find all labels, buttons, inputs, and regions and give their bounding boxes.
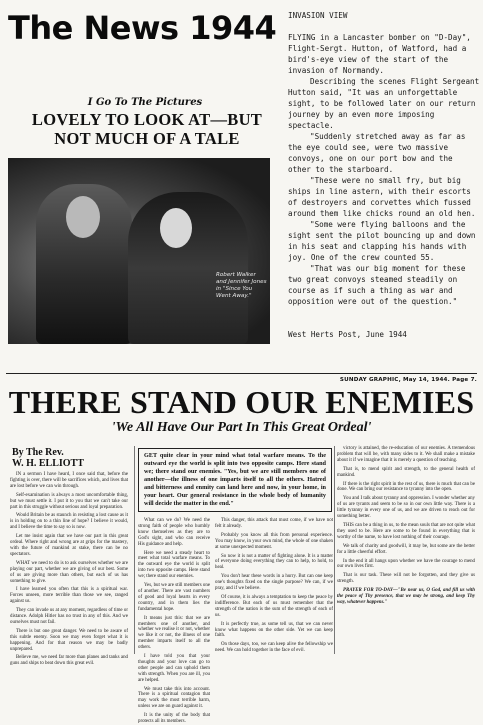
photo-face-woman	[160, 208, 192, 248]
article-column-1	[10, 472, 128, 667]
col2-paragraph: What can we do? We need the strong faith of people who humbly know themselves as they are to God's sight, and who can receive His guidance and help.	[138, 518, 210, 547]
col4-paragraph: In the end it all hangs upon whether we have the courage to mend our own lives first.	[337, 558, 475, 570]
col4-paragraph: That is, to mend spirit and strength, to the general health of mankind.	[337, 466, 475, 478]
column-rule	[134, 446, 135, 654]
col1-paragraph: They can invade us at any moment, regardless of time or distance. Adolph Hitler has no trust in any of this. And we ourselves must not fail.	[10, 608, 128, 625]
invasion-paragraph-2: Describing the scenes Flight Sergeant Hutton said, "It was an unforgettable sight, to be followed later on our return journey by an even more imposing spectacle.	[288, 77, 480, 130]
article-column-4	[337, 446, 475, 654]
film-review-kicker: I Go To The Pictures	[87, 97, 203, 108]
col3-paragraph: On those days, too, we can keep alive the fellowship we need. We can hold together in the face of evil.	[215, 642, 333, 654]
film-review-headline: LOVELY TO LOOK AT—BUT NOT MUCH OF A TALE	[31, 110, 263, 148]
col3-paragraph: Of course, it is always a temptation to keep the peace by indifference. But each of us must remember that the strength of the nation is the sum of the strength of each of us.	[215, 594, 333, 618]
invasion-source: West Herts Post, June 1944	[288, 330, 407, 339]
col3-paragraph: You don't hear these words in a hurry. But can one keep one's thoughts fixed on the single purpose? We can, if we pray, and if we believe.	[215, 574, 333, 592]
boxed-intro	[138, 448, 332, 512]
film-still-photo	[8, 158, 270, 344]
col4-paragraph: THIS can be a thing in us, to the mean souls that are not quite what they used to be. Here are some to be found in everything that is worthy of the name, to have lost nothing of their courage.	[337, 522, 475, 540]
masthead-title: The News 1944	[8, 9, 277, 47]
photo-caption: Robert Walker and Jennifer Jones in "Since You Went Away."	[216, 272, 267, 299]
col4-paragraph: We talk of charity and goodwill, it may be, but some are the better for a little cheerful effort.	[337, 543, 475, 555]
col4-paragraph: If there is the right spirit in the rest of us, there is much that can be done. We can bring our resistance to tyranny into the open.	[337, 481, 475, 493]
col1-paragraph: IN a sermon I have heard, I once said that, before the fighting is over, there will be sacrifices which, and lives that are lost before we can win through.	[10, 472, 128, 489]
invasion-view-column	[288, 10, 480, 365]
col3-paragraph: Probably you know all this from personal experience. You may know, in your own mind, the whole of one shaken at some unexpected moment.	[215, 532, 333, 550]
col2-paragraph: Yes, but we are still members one of another. There are vast numbers of good and loyal hearts in every country, and in them lies the fundamental hope.	[138, 583, 210, 612]
col2-paragraph: It means just this: that we are members one of another, and whether we realise it or not, whether we like it or not, the illness of one member imparts itself to all the others.	[138, 615, 210, 651]
article-column-2	[138, 518, 210, 725]
main-subhead: 'We All Have Our Part In This Great Ordeal'	[111, 420, 372, 435]
col4-paragraph: That is our task. These will not be forgotten, and they give us strength.	[337, 573, 475, 585]
byline-author: W. H. ELLIOTT	[12, 458, 84, 469]
main-headline: THERE STAND OUR ENEMIES	[8, 384, 475, 420]
invasion-paragraph-4: "These were no small fry, but big ships in line astern, with their escorts of destroyers and corvettes which fussed around them like chicks round an old hen.	[288, 176, 476, 218]
article-column-3	[215, 518, 333, 654]
col2-paragraph: I have told you that your thoughts and your love can go to other people and can uphold them with strength. When you are ill, you are helped.	[138, 654, 210, 683]
col1-paragraph: Let me insist again that we have our part in this great ordeal. Where right and wrong are at grips for the mastery, with the future of mankind at stake, there can be no spectators.	[10, 534, 128, 557]
col2-paragraph: Here we need a steady heart to meet what total warfare means. To the outward eye the world is split into two opposite camps. Here stand we; there stand our enemies.	[138, 550, 210, 580]
col4-paragraph: You and I talk about tyranny and oppression. I wonder whether any of us are tyrants and seem to be so in our own little way. There is a little tyranny in every one of us, and we are driven to reach out for something better.	[337, 496, 475, 520]
byline-prefix: By The Rev.	[12, 447, 64, 458]
col4-paragraph: victory is attained, the re-education of our enemies. A tremendous problem that will be, with many sides to it. We shall make a mistake about it if we imagine that it is merely a question of teaching.	[337, 446, 475, 463]
boxed-intro-text: GET quite clear in your mind what total warfare means. To the outward eye the world is split into two opposite camps. Here stand we; there stand our enemies. "Yes, but we are still members one of another—the illness of one imparts itself to all the others. Hatred and bitterness and enmity can land here and now, in your home, in your heart. Our general resistance in the whole body of humanity will decide the matter in the end."	[144, 452, 326, 507]
col3-paragraph: It is perfectly true, as some tell us, that we can never know what happens on the other side. Yet we can keep faith.	[215, 621, 333, 639]
col1-paragraph: Self-examination is always a most uncomfortable thing, but we must settle it. I put it to you that we can't take our part in this struggle without serious and loyal preparation.	[10, 492, 128, 510]
col2-paragraph: It is the unity of the body that protects all its members.	[138, 713, 210, 725]
col1-paragraph: There is but one great danger. We need to be aware of this subtle enemy. Soon we may even forget what it is happening. And for that reason we may be badly unprepared.	[10, 628, 128, 652]
col1-paragraph: WHAT we need to do is to ask ourselves whether we are playing our part, whether we are giving of our best. Some of us are giving more than others, but each of us has something to give.	[10, 560, 128, 584]
col3-paragraph: This danger, this attack that must come, if we have not felt it already.	[215, 518, 333, 529]
invasion-view-heading: INVASION VIEW	[288, 11, 348, 20]
invasion-paragraph-6: "That was our big moment for these two great convoys steamed steadily on course as if such a thing as war and opposition were out of the question."	[288, 264, 466, 306]
page-header: SUNDAY GRAPHIC, May 14, 1944. Page 7.	[339, 377, 477, 383]
col3-paragraph: So now it is not a matter of fighting alone. It is a matter of everyone doing everything they can to help, to hold, to heal.	[215, 553, 333, 571]
invasion-paragraph-1: FLYING in a Lancaster bomber on "D-Day", Flight-Sergt. Hutton, of Watford, had a bird's-eye view of the start of the invasion of Normandy.	[288, 33, 471, 75]
col1-paragraph: Believe me, we need far more than planes and tanks and guns and ships to beat down this great evil.	[10, 655, 128, 667]
prayer-for-today: PRAYER FOR TO-DAY—"Be near us, O God, and fill us with the peace of Thy presence, that we may be strong, and keep Thy way, whatever happens."	[337, 588, 475, 605]
invasion-paragraph-5: "Some were flying balloons and the sight sent the pilot bouncing up and down in his seat and clapping his hands with joy. One of the crew counted 55.	[288, 220, 476, 262]
col2-paragraph: We must take this into account. There is a spiritual contagion that may work the most terrible harm, unless we are on guard against it.	[138, 686, 210, 710]
photo-face-soldier	[66, 196, 100, 238]
byline	[12, 447, 132, 469]
invasion-paragraph-3: "Suddenly stretched away as far as the eye could see, were two massive convoys, one on our port bow and the other to the starboard.	[288, 132, 466, 174]
col1-paragraph: I have learned you often that this is a spiritual war. Forces unseen, more terrible than those we see, ranged against us.	[10, 587, 128, 605]
col1-paragraph: Would Britain be as staunch in resisting a lost cause as it is in holding on to a thin line of hope? I believe it would, and I believe the time to say so is now.	[10, 513, 128, 531]
section-divider	[6, 373, 477, 374]
column-rule	[334, 446, 335, 654]
